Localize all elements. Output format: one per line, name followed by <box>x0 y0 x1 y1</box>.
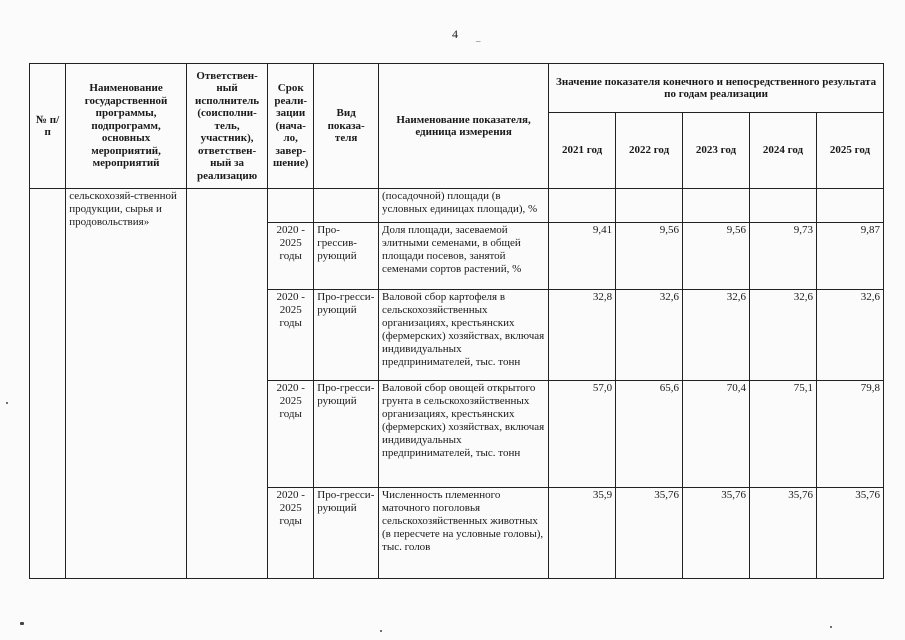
value-cell: 35,9 <box>549 488 616 579</box>
kind-cell: Про-гресси-рующий <box>314 488 379 579</box>
table-row <box>30 189 884 223</box>
value-cell <box>549 189 616 223</box>
header-num: № п/п <box>30 64 66 189</box>
scan-speck <box>20 622 24 625</box>
term-cell <box>268 189 314 223</box>
header-term: Срок реали-зации (нача-ло, завер-шение) <box>268 64 314 189</box>
value-cell: 35,76 <box>816 488 883 579</box>
header-responsible: Ответствен-ный исполнитель (соисполни-тель, участник), ответствен-ный за реализацию <box>186 64 267 189</box>
header-year: 2021 год <box>549 113 616 189</box>
indicator-cell: Валовой сбор картофеля в сельскохозяйственных организациях, крестьянских (фермерских) хозяйствах, включая индивидуальных предпринимателей, тыс. тонн <box>379 290 549 381</box>
value-cell: 32,8 <box>549 290 616 381</box>
value-cell: 32,6 <box>616 290 683 381</box>
value-cell: 32,6 <box>683 290 750 381</box>
value-cell: 9,56 <box>683 223 750 290</box>
indicator-cell: Численность племенного маточного поголовья сельскохозяйственных животных (в пересчете на условные головы), тыс. голов <box>379 488 549 579</box>
value-cell: 70,4 <box>683 381 750 488</box>
header-year: 2024 год <box>750 113 817 189</box>
value-cell: 65,6 <box>616 381 683 488</box>
value-cell: 35,76 <box>683 488 750 579</box>
value-cell: 9,41 <box>549 223 616 290</box>
header-indicator: Наименование показателя, единица измерения <box>379 64 549 189</box>
term-cell: 2020 - 2025 годы <box>268 223 314 290</box>
term-cell: 2020 - 2025 годы <box>268 488 314 579</box>
kind-cell: Про-грессив-рующий <box>314 223 379 290</box>
kind-cell: Про-гресси-рующий <box>314 290 379 381</box>
value-cell: 79,8 <box>816 381 883 488</box>
value-cell: 75,1 <box>750 381 817 488</box>
header-program-name: Наименование государственной программы, подпрограмм, основных мероприятий, мероприятий <box>66 64 187 189</box>
header-year: 2023 год <box>683 113 750 189</box>
value-cell: 57,0 <box>549 381 616 488</box>
value-cell: 9,73 <box>750 223 817 290</box>
kind-cell <box>314 189 379 223</box>
scan-speck <box>6 402 8 404</box>
value-cell <box>683 189 750 223</box>
header-year: 2025 год <box>816 113 883 189</box>
value-cell: 35,76 <box>616 488 683 579</box>
value-cell <box>750 189 817 223</box>
value-cell <box>816 189 883 223</box>
indicator-cell: Доля площади, засеваемой элитными семенами, в общей площади посевов, занятой семенами сортов растений, % <box>379 223 549 290</box>
num-cell <box>30 189 66 579</box>
kind-cell: Про-гресси-рующий <box>314 381 379 488</box>
value-cell: 32,6 <box>750 290 817 381</box>
page-number-mark: _ <box>476 33 481 43</box>
indicator-cell: Валовой сбор овощей открытого грунта в сельскохозяйственных организациях, крестьянских (фермерских) хозяйствах, включая индивидуальных предпринимателей, тыс. тонн <box>379 381 549 488</box>
header-values-group: Значение показателя конечного и непосредственного результата по годам реализации <box>549 64 884 113</box>
value-cell: 32,6 <box>816 290 883 381</box>
scan-speck <box>380 630 382 632</box>
value-cell: 35,76 <box>750 488 817 579</box>
scan-speck <box>830 626 832 628</box>
indicators-table <box>29 63 884 579</box>
header-year: 2022 год <box>616 113 683 189</box>
value-cell: 9,56 <box>616 223 683 290</box>
program-name-cell: сельскохозяй-ственной продукции, сырья и продовольствия» <box>66 189 187 579</box>
page-number: 4 <box>452 27 458 41</box>
value-cell: 9,87 <box>816 223 883 290</box>
header-kind: Вид показа-теля <box>314 64 379 189</box>
term-cell: 2020 - 2025 годы <box>268 290 314 381</box>
value-cell <box>616 189 683 223</box>
term-cell: 2020 - 2025 годы <box>268 381 314 488</box>
responsible-cell <box>186 189 267 579</box>
indicator-cell: (посадочной) площади (в условных единицах площади), % <box>379 189 549 223</box>
